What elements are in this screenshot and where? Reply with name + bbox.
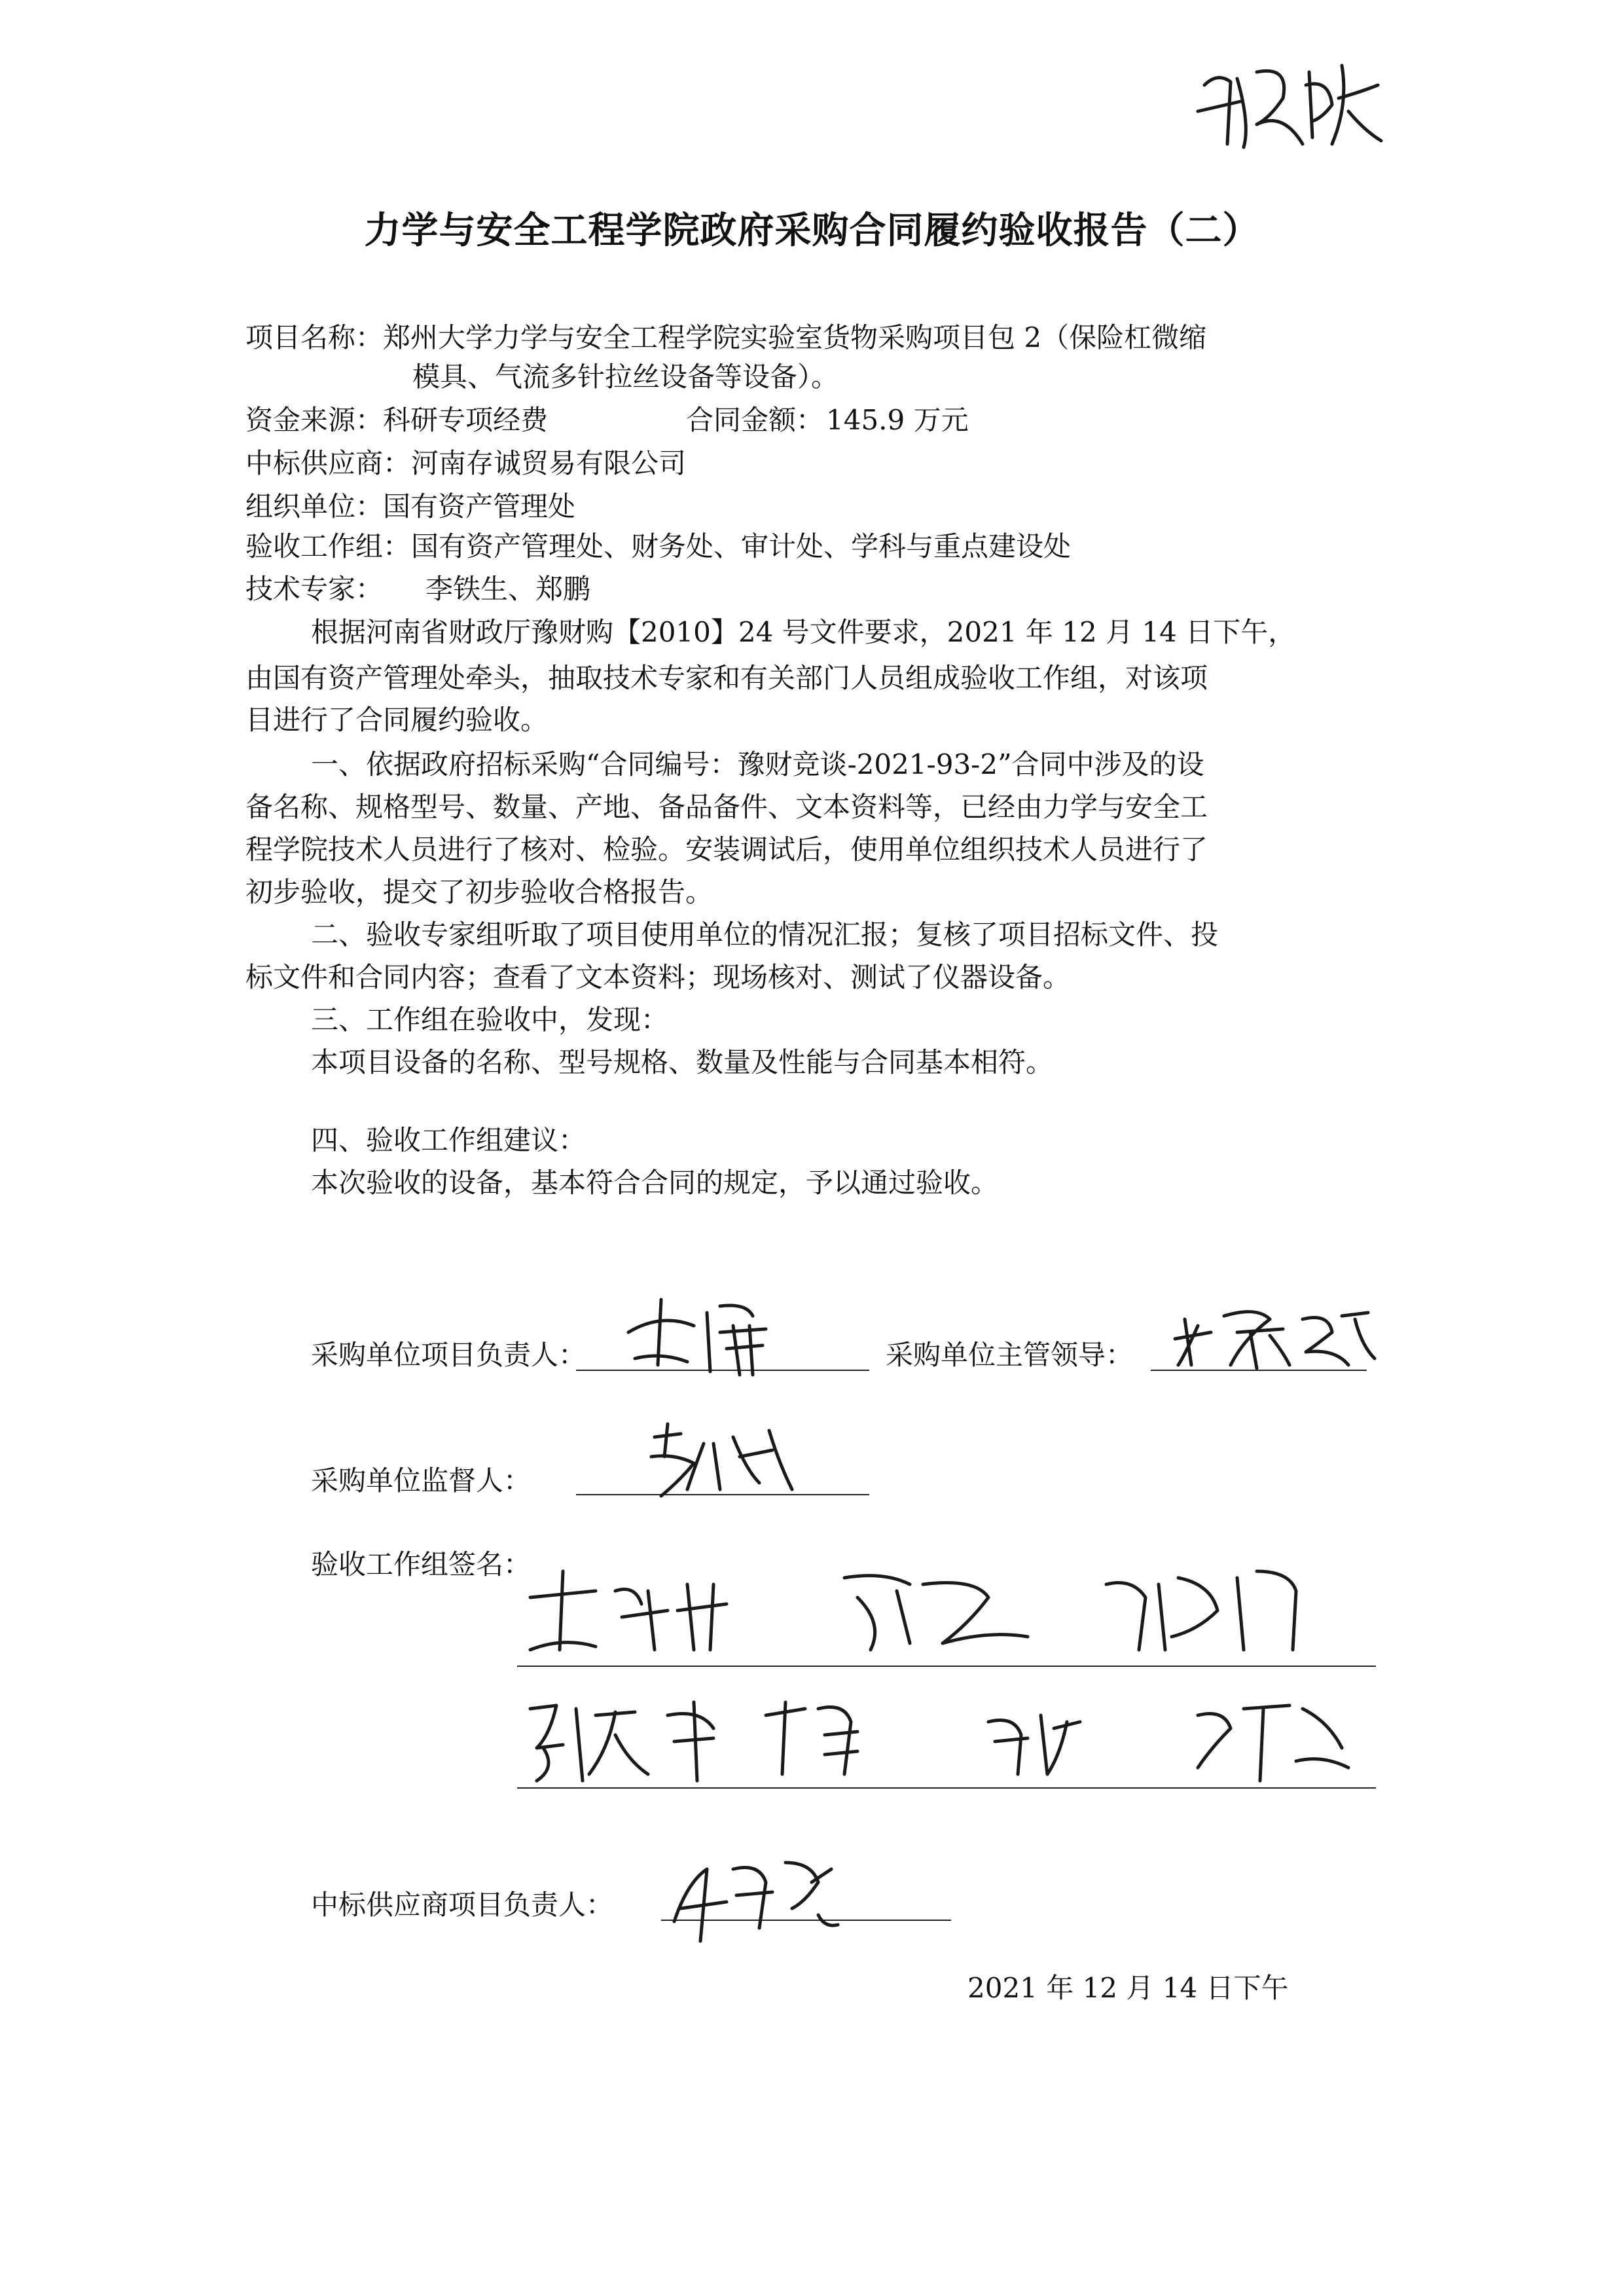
section-1-paragraph: 一、依据政府招标采购“合同编号：豫财竞谈-2021-93-2”合同中涉及的设 [311,748,1204,780]
project-name-value-cont: 模具、气流多针拉丝设备等设备）。 [412,361,839,393]
intro-paragraph-cont: 目进行了合同履约验收。 [245,704,549,736]
document-date: 2021 年 12 月 14 日下午 [967,1972,1289,2004]
acceptance-group-signatures-row-2 [517,1683,1368,1794]
supervisor-leader-label: 采购单位主管领导： [886,1339,1134,1371]
supervisor-leader-signature [1172,1293,1388,1378]
section-3-finding: 本项目设备的名称、型号规格、数量及性能与合同基本相符。 [311,1046,1054,1078]
fund-source-label: 资金来源： [245,404,384,436]
project-name-value: 郑州大学力学与安全工程学院实验室货物采购项目包 2（保险杠微缩 [383,321,1207,354]
org-unit-value: 国有资产管理处 [383,490,576,522]
acceptance-group-signature-label: 验收工作组签名： [311,1548,532,1580]
experts-value: 李铁生、郑鹏 [425,573,591,605]
intro-paragraph-cont: 由国有资产管理处牵头，抽取技术专家和有关部门人员组成验收工作组，对该项 [245,662,1208,694]
supplier-label: 中标供应商： [245,447,411,479]
intro-paragraph: 根据河南省财政厅豫财购【2010】24 号文件要求，2021 年 12 月 14 日下午， [311,616,1296,648]
section-1-paragraph-cont: 备名称、规格型号、数量、产地、备品备件、文本资料等，已经由力学与安全工 [245,791,1208,823]
fund-source-value: 科研专项经费 [383,404,549,436]
supplier-value: 河南存诚贸易有限公司 [411,447,687,479]
section-2-paragraph: 二、验收专家组听取了项目使用单位的情况汇报；复核了项目招标文件、投 [311,919,1219,951]
acceptance-group-value: 国有资产管理处、财务处、审计处、学科与重点建设处 [411,530,1072,562]
header-handwritten-note [1191,46,1388,157]
monitor-signature [641,1417,812,1503]
section-3-heading: 三、工作组在验收中，发现： [311,1004,669,1036]
project-name-label: 项目名称： [245,321,384,354]
supplier-lead-label: 中标供应商项目负责人： [311,1889,614,1921]
contract-amount-label: 合同金额： [686,404,824,436]
monitor-label: 采购单位监督人： [311,1465,532,1497]
project-lead-label: 采购单位项目负责人： [311,1339,586,1371]
section-4-heading: 四、验收工作组建议： [311,1124,586,1156]
acceptance-group-label: 验收工作组： [245,530,411,562]
section-1-paragraph-cont: 初步验收，提交了初步验收合格报告。 [245,876,713,908]
contract-amount-value: 145.9 万元 [826,404,969,436]
project-lead-signature [622,1286,818,1378]
document-title: 力学与安全工程学院政府采购合同履约验收报告（二） [364,210,1260,252]
experts-label: 技术专家： [245,573,384,605]
org-unit-label: 组织单位： [245,490,384,522]
section-2-paragraph-cont: 标文件和合同内容；查看了文本资料；现场核对、测试了仪器设备。 [245,961,1071,993]
supplier-lead-signature [661,1843,857,1954]
section-4-recommendation: 本次验收的设备，基本符合合同的规定，予以通过验收。 [311,1167,999,1199]
section-1-paragraph-cont: 程学院技术人员进行了核对、检验。安装调试后，使用单位组织技术人员进行了 [245,833,1208,866]
acceptance-group-signatures-row-1 [517,1558,1368,1669]
